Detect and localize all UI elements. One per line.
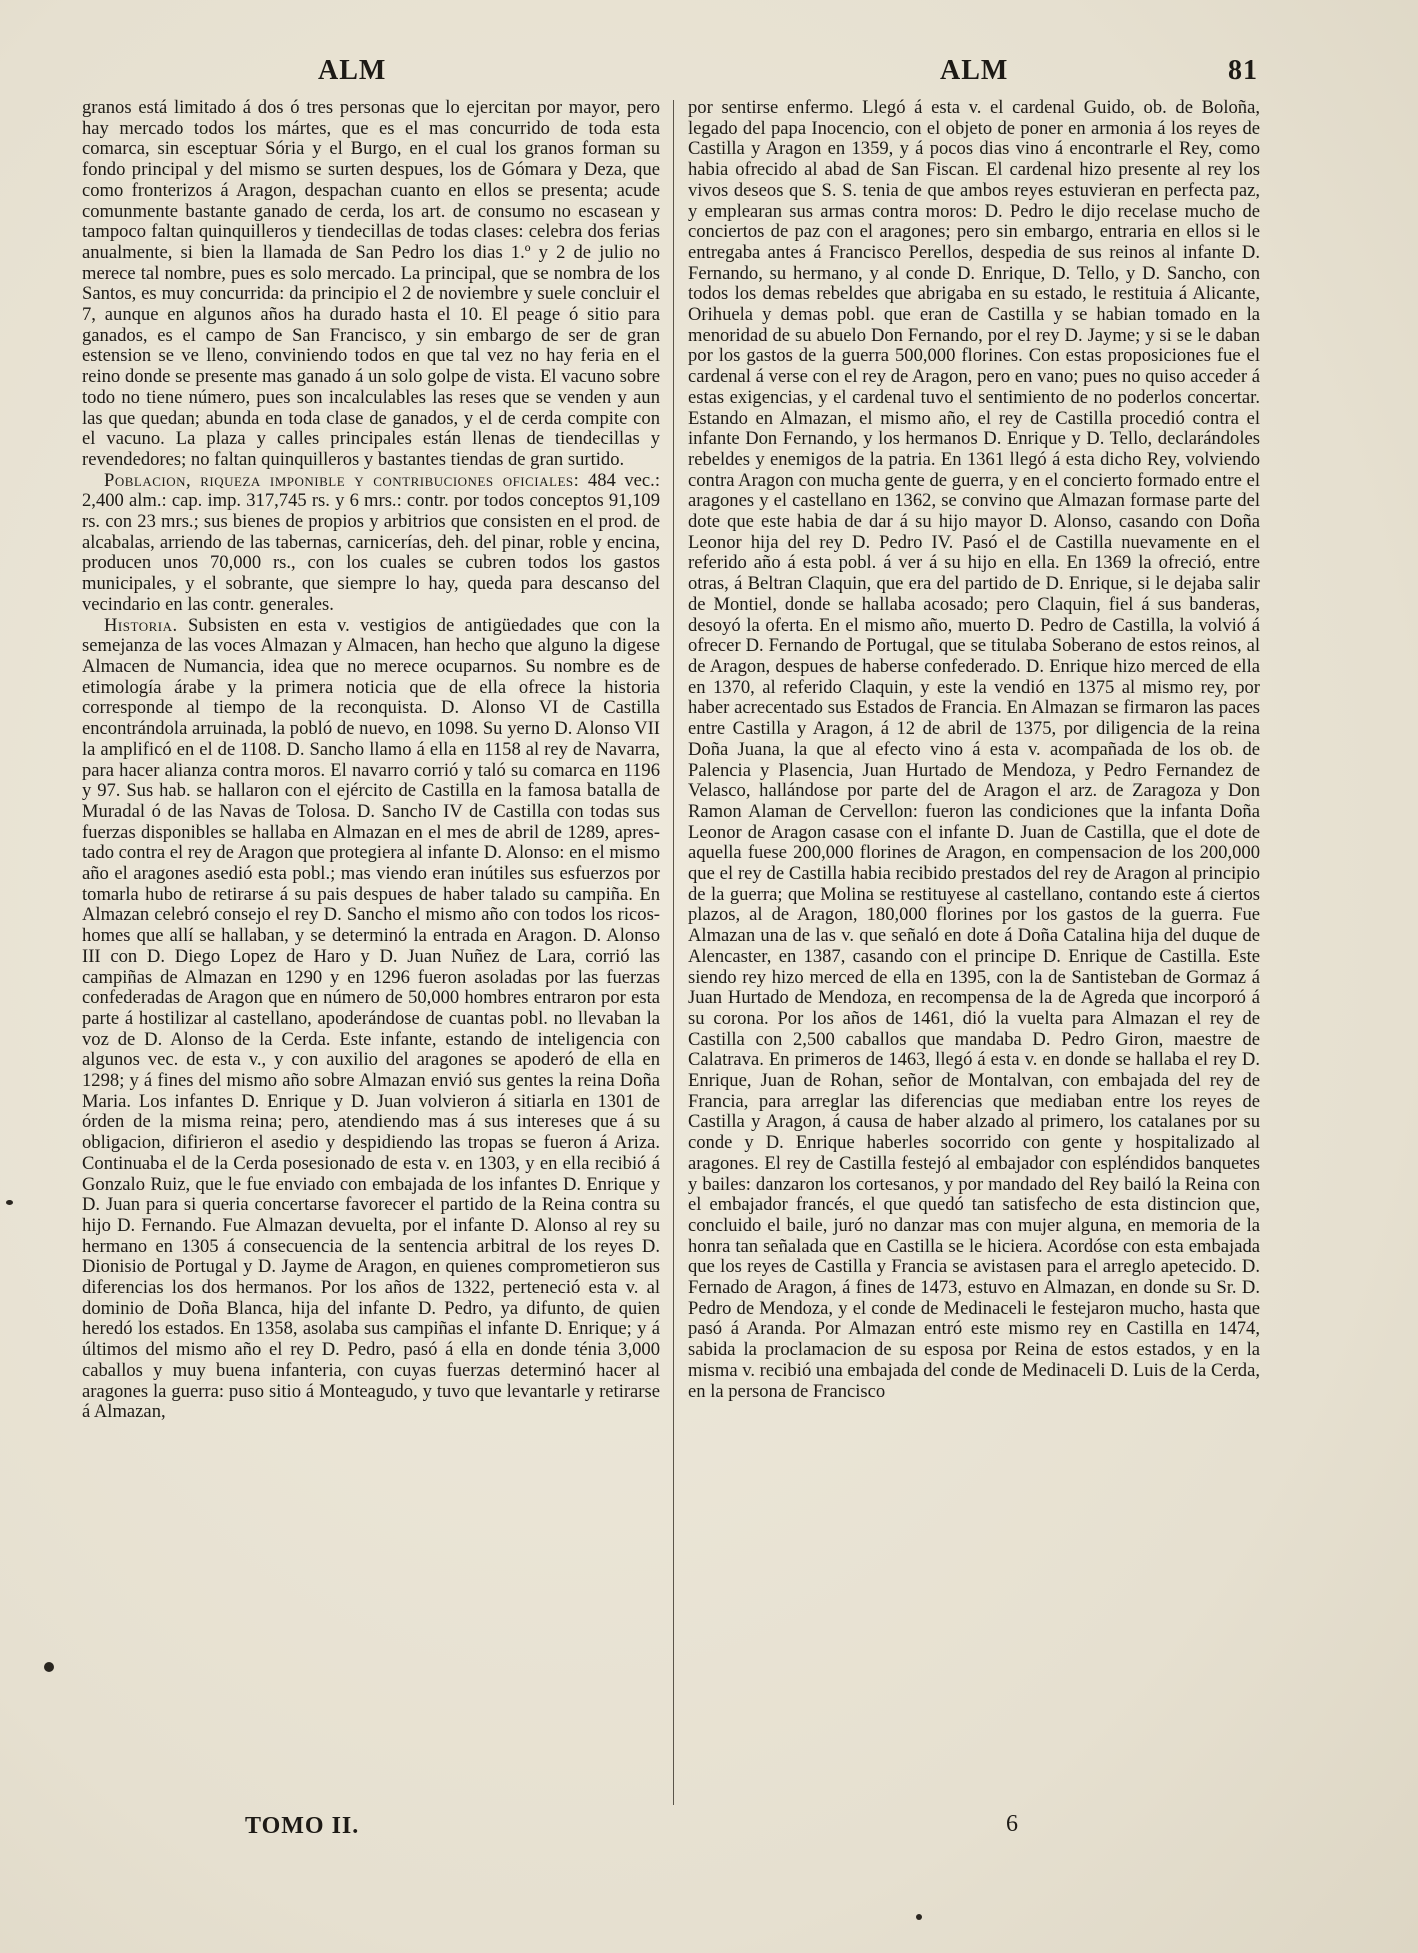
running-header-right: ALM <box>940 55 1009 86</box>
population-heading: Poblacion, riqueza imponible y contribuciones oficiales: <box>104 469 580 491</box>
ink-speck <box>44 1662 54 1672</box>
left-column <box>82 98 660 1838</box>
left-paragraph-population <box>82 471 660 616</box>
history-body: Subsisten en esta v. vestigios de antigüedades que con la semejanza de las voces Almazan y Almacen, han hecho que alguno la digese Almacen de Numancia, idea que no merece ocuparnos. Su nombre es de etimología árabe y la primera noticia que de ella ofrece la historia corresponde al tiempo de la reconquista. D. Alonso VI de Castilla encontrándola arruinada, la pobló de nuevo, en 1098. Su yerno D. Alonso VII la amplificó en el de 1108. D. Sancho llamo á ella en 1158 al rey de Navarra, para hacer alianza contra moros. El navarro corrió y taló su comarca en 1196 y 97. Sus hab. se hallaron con el ejército de Castilla en la famosa batalla de Muradal ó de las Navas de Tolosa. D. Sancho IV de Castilla con todas sus fuerzas disponibles se hallaba en Almazan en el mes de abril de 1289, aprestado contra el rey de Aragon que protegiera al infante D. Alonso: en el mismo año el aragones asedió esta pobl.; mas viendo eran inútiles sus esfuerzos por tomarla hubo de retirarse á su pais despues de haber talado su campiña. En Almazan celebró consejo el rey D. Sancho el mismo año con todos los ricos-homes que allí se hallaban, y se determinó la entrada en Aragon. D. Alonso III con D. Diego Lopez de Haro y D. Juan Nuñez de Lara, corrió las campiñas de Almazan en 1290 y en 1296 fueron asoladas por las fuerzas confederadas de Aragon que en número de 50,000 hombres entraron por esta parte á hostilizar al castellano, apoderándose de cuantas pobl. no llevaban la voz de D. Alonso de la Cerda. Este infante, estando de inteligencia con algunos vec. de esta v., y con auxilio del aragones se apoderó de ella en 1298; y á fines del mismo año sobre Almazan envió sus gentes la reina Doña Maria. Los infantes D. Enrique y D. Juan volvieron á sitiarla en 1301 de órden de la misma reina; pero, atendiendo mas á sus intereses que á su obligacion, difirieron el asedio y despidiendo las tropas se fueron á Ariza. Continuaba el de la Cerda posesionado de esta v. en 1303, y en ella recibió á Gonzalo Ruiz, que le fue enviado con embajada de los infantes D. Enrique y D. Juan para si queria concertarse favorecer el partido de la Reina contra su hijo D. Fernando. Fue Almazan devuelta, por el infante D. Alonso al rey su hermano en 1305 á consecuencia de la sentencia arbitral de los reyes D. Dionisio de Portugal y D. Jayme de Aragon, en quienes comprometieron sus diferencias los dos hermanos. Por los años de 1322, perteneció esta v. al dominio de Doña Blanca, hija del infante D. Pedro, ya difunto, de quien heredó los estados. En 1358, asolaba sus campiñas el infante D. Enrique; y á últimos del mismo año el rey D. Pedro, pasó á ella en donde ténia 3,000 caballos y muy buena infanteria, con cuyas fuerzas determinó hacer al aragones la guerra: puso sitio á Monteagudo, y tuvo que levantarle y retirarse á Almazan, <box>82 614 660 1423</box>
column-divider <box>673 100 674 1805</box>
left-paragraph-commerce: granos está limitado á dos ó tres personas que lo ejercitan por mayor, pero hay mercado todos los mártes, que es el mas concurrido de toda esta comarca, sin esceptuar Sória y el Burgo, en el cual los granos forman su fondo principal y del mismo se surten despues, los de Gómara y Deza, que como fronterizos á Aragon, despachan cuanto en ellos se presenta; acude comunmente bastante ganado de cerda, los art. de consumo no escasean y tampoco faltan quinquilleros y tiendecillas de todas clases: celebra dos ferias anualmente, si bien la llamada de San Pedro los dias 1.º y 2 de julio no merece tal nombre, pues es solo mercado. La principal, que se nombra de los Santos, es muy concurrida: da principio el 2 de noviembre y suele concluir el 7, aunque en algunos años ha durado hasta el 10. El peage ó sitio para ganados, es el campo de San Francisco, y sin embargo de ser de gran estension se ve lleno, conviniendo todos en que tal vez no hay feria en el reino donde se presente mas ganado á un solo golpe de vista. El vacuno sobre todo no tiene número, pues son incalculables las reses que se venden y aun las que quedan; abunda en toda clase de ganados, y el de cerda compite con el vacuno. La plaza y calles principales están llenas de tiendecillas y revendedores; no faltan quinquilleros y bastantes tiendas de gran surtido. <box>82 98 660 470</box>
history-heading: Historia. <box>104 614 178 636</box>
left-paragraph-history <box>82 616 660 1423</box>
page-number: 81 <box>1228 55 1258 86</box>
volume-label: TOMO II. <box>245 1813 360 1839</box>
ink-speck <box>916 1914 922 1920</box>
population-body: 484 vec.: 2,400 alm.: cap. imp. 317,745 rs. y 6 mrs.: contr. por todos conceptos 91,109 rs. con 23 mrs.; sus bienes de propios y arbitrios que consisten en el prod. de alcabalas, arriendo de las tabernas, carnicerías, deh. del pinar, roble y encina, producen unos 70,000 rs., con los cuales se cubren todos los gastos municipales, y el sobrante, que siempre lo hay, queda para descanso del vecindario en las contr. generales. <box>82 469 660 615</box>
right-paragraph-history-cont: por sentirse enfermo. Llegó á esta v. el cardenal Guido, ob. de Boloña, legado del papa Inocencio, con el objeto de poner en armonia á los reyes de Castilla y Aragon en 1359, y á pocos dias vino á encontrarle el Rey, como habia ofrecido al abad de San Fiscan. El cardenal hizo presente al rey los vivos deseos que S. S. tenia de que ambos reyes estuvieran en perfecta paz, y emplearan sus armas contra moros: D. Pedro le dijo recelase mucho de conciertos de paz con el aragones; pero sin embargo, entraria en ellos si le entregaba antes á Francisco Perellos, despedia de sus reinos al infante D. Fernando, su hermano, y al conde D. Enrique, D. Tello, y D. Sancho, con todos los demas rebeldes que abrigaba en su estado, le restituia á Alicante, Orihuela y demas pobl. que eran de Castilla y se habian tomado en la menoridad de su abuelo Don Fernando, por el rey D. Jayme; y si se le daban por los gastos de la guerra 500,000 florines. Con estas proposiciones fue el cardenal á verse con el rey de Aragon, pero en vano; pues no quiso acceder á estas exigencias, y el cardenal tuvo el sentimiento de no poderlos concertar. Estando en Almazan, el mismo año, el rey de Castilla procedió contra el infante Don Fernando, y los hermanos D. Enrique y D. Tello, declarándoles rebeldes y enemigos de la patria. En 1361 llegó á esta dicho Rey, volviendo contra Aragon con mucha gente de guerra, y en el concierto formado entre el aragones y el castellano en 1362, se convino que Almazan formase parte del dote que este habia de dar á su hijo mayor D. Alonso, casando con Doña Leonor hija del rey D. Pedro IV. Pasó el de Castilla nuevamente en el referido año á esta pobl. á ver á su hijo en ella. En 1369 la ofreció, entre otras, á Beltran Claquin, que era del partido de D. Enrique, si le dejaba salir de Montiel, donde se hallaba acosado; pero Claquin, fiel á sus banderas, desoyó la oferta. En el mismo año, muerto D. Pedro de Castilla, la volvió á ofrecer D. Fernando de Portugal, que se titulaba Soberano de estos reinos, al de Aragon, despues de haberse confederado. D. Enrique hizo merced de ella en 1370, al referido Claquin, y este la vendió en 1375 al mismo rey, por haber acrecentado sus Estados de Francia. En Almazan se firmaron las paces entre Castilla y Aragon, á 12 de abril de 1375, por diligencia de la reina Doña Juana, la que al efecto vino á esta v. acompañada de los ob. de Palencia y Plasencia, Juan Hurtado de Mendoza, y Pedro Fernandez de Velasco, hallándose por parte del de Aragon el arz. de Zaragoza y Don Ramon Alaman de Cervellon: fueron las condiciones que la infanta Doña Leonor de Aragon casase con el infante D. Juan de Castilla, que el dote de aquella fuese 200,000 florines de Aragon, en compensacion de los 200,000 que el rey de Castilla habia recibido prestados del rey de Aragon al principio de la guerra; que Molina se restituyese al castellano, contando este á ciertos plazos, al de Aragon, 180,000 florines por los gastos de la guerra. Fue Almazan una de las v. que señaló en dote á Doña Catalina hija del duque de Alencaster, en 1387, casando con el principe D. Enrique de Castilla. Este siendo rey hizo merced de ella en 1395, con la de Santisteban de Gormaz á Juan Hurtado de Mendoza, en recompensa de la de Agreda que incorporó á su corona. Por los años de 1461, dió la vuelta para Almazan el rey de Castilla con 2,500 caballos que mandaba D. Pedro Giron, maestre de Calatrava. En primeros de 1463, llegó á esta v. en donde se hallaba el rey D. Enrique, Juan de Rohan, señor de Montalvan, con embajada del rey de Francia, para arreglar las diferencias que mediaban entre los reyes de Castilla y Aragon, á causa de haber alzado al primero, los catalanes por su conde y D. Enrique haberles socorrido con gente y hospitalizado al aragones. El rey de Castilla festejó al embajador con espléndidos banquetes y bailes: danzaron los cortesanos, y por mandado del Rey bailó la Reina con el embajador francés, el que quedó tan satisfecho de esta distincion que, concluido el baile, juró no danzar mas con mujer alguna, en memoria de la honra tan señalada que en Castilla se le hiciera. Acordóse con esta embajada que los reyes de Castilla y Francia se avistasen para el arreglo apetecido. D. Fernado de Aragon, á fines de 1473, estuvo en Almazan, en donde su Sr. D. Pedro de Mendoza, y el conde de Medinaceli le festejaron mucho, hasta que pasó á Aranda. Por Almazan entró este mismo rey en Castilla en 1474, sabida la proclamacion de su esposa por Reina de estos estados, y en la misma v. recibió una embajada del conde de Medinaceli D. Luis de la Cerda, en la persona de Francisco <box>688 98 1260 1402</box>
ink-speck <box>6 1200 13 1205</box>
running-header-left: ALM <box>318 55 387 86</box>
right-column <box>688 98 1260 1838</box>
signature-mark: 6 <box>1006 1811 1018 1837</box>
